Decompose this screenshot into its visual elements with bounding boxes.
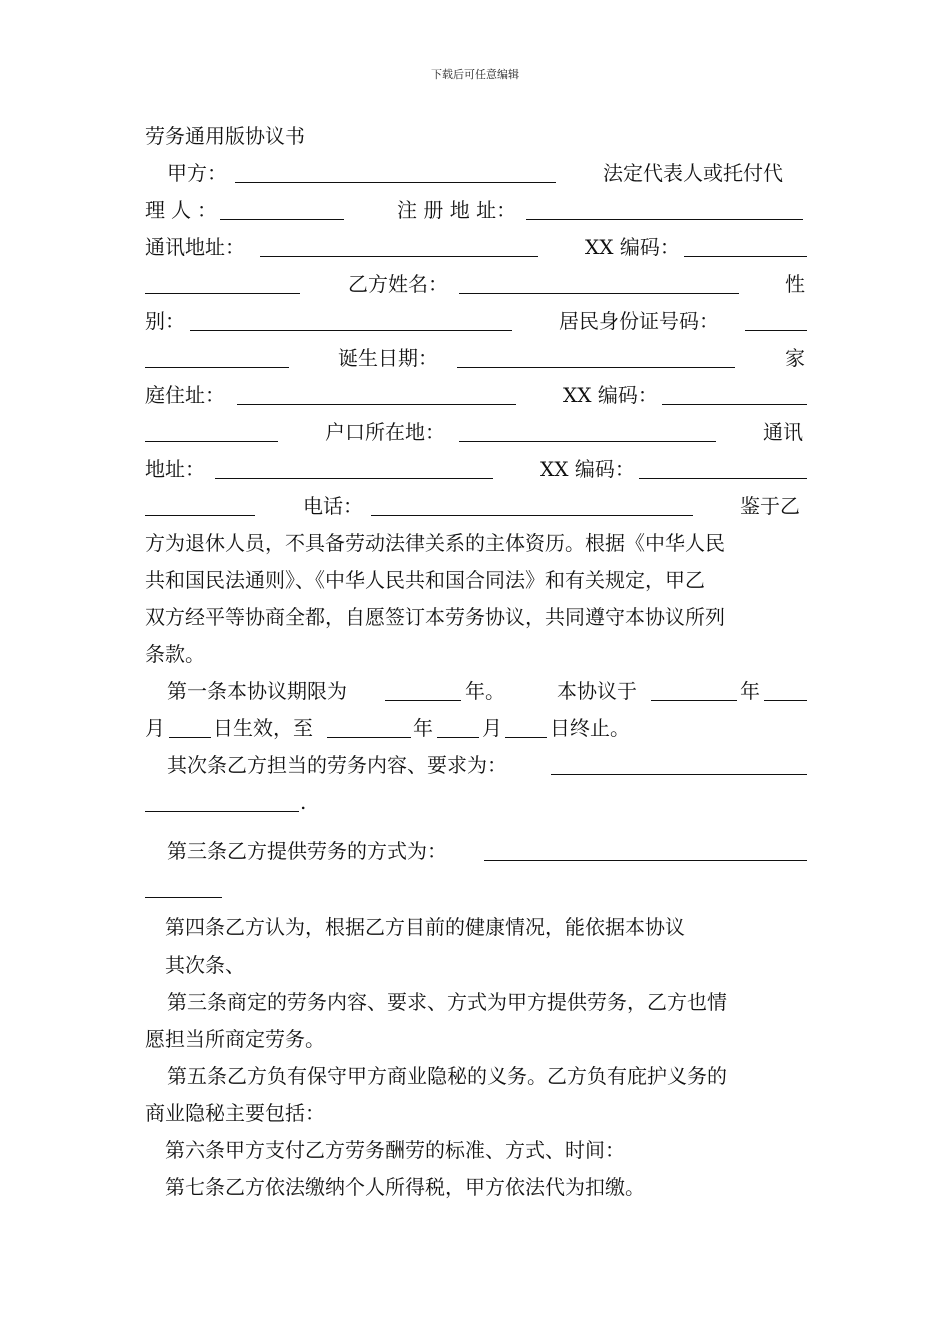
start-year-unit: 年 [740, 679, 760, 703]
title-text: 劳务通用版协议书 [145, 124, 305, 148]
postcode-label-2: XX 编码： [563, 383, 658, 407]
preamble-text: 双方经平等协商全都，自愿签订本劳务协议，共同遵守本协议所列 [145, 605, 725, 629]
article-2-period: . [300, 790, 307, 814]
form-line-9 [145, 451, 807, 488]
hukou-blank [459, 441, 716, 442]
form-line-7 [145, 377, 807, 414]
birth-date-blank [457, 367, 735, 368]
preamble-text: 共和国民法通则》、《中华人民共和国合同法》和有关规定，甲乙 [145, 568, 705, 592]
article-1-years-blank [385, 700, 461, 701]
mail-address-label-2: 通讯 [763, 420, 803, 444]
article-3-blank-cont [145, 897, 222, 898]
article-5-text: 第五条乙方负有保守甲方商业隐秘的义务。乙方负有庇护义务的 [167, 1064, 727, 1088]
form-line-4 [145, 266, 807, 303]
form-line-5 [145, 303, 807, 340]
article-2-blank-cont [145, 811, 299, 812]
start-day-blank [169, 737, 211, 738]
article-2-text: 其次条乙方担当的劳务内容、要求为： [167, 753, 507, 777]
id-number-label: 居民身份证号码： [559, 309, 719, 333]
article-4-line-2 [145, 946, 807, 984]
article-5-line-2 [145, 1095, 807, 1132]
mail-address-blank-2 [215, 478, 493, 479]
postcode-blank-3-cont [145, 515, 255, 516]
preamble-line-2 [145, 562, 807, 599]
postcode-blank [684, 256, 807, 257]
party-a-blank [235, 182, 556, 183]
article-6-text: 第六条甲方支付乙方劳务酬劳的标准、方式、时间： [165, 1138, 625, 1162]
party-b-name-blank [459, 293, 739, 294]
document-title [145, 118, 807, 155]
form-line-6 [145, 340, 807, 377]
article-3-blank [484, 860, 807, 861]
legal-rep-label-cont: 理人： [145, 198, 223, 222]
article-1-effective-label: 本协议于 [557, 679, 637, 703]
article-1-effective-text: 日生效，至 [213, 716, 313, 740]
end-month-blank [437, 737, 479, 738]
preamble-line-3 [145, 599, 807, 636]
form-line-1 [145, 155, 807, 192]
postcode-blank-cont [145, 293, 300, 294]
article-5-text: 商业隐秘主要包括： [145, 1101, 325, 1125]
birth-date-label: 诞生日期： [338, 346, 438, 370]
preamble-line-4 [145, 636, 807, 673]
article-4-line-1 [145, 909, 807, 946]
end-year-unit: 年 [413, 716, 433, 740]
form-line-10 [145, 488, 807, 525]
article-3-line-2 [145, 870, 807, 907]
preamble-text: 方为退休人员，不具备劳动法律关系的主体资历。根据《中华人民 [145, 531, 725, 555]
article-7-line [145, 1169, 807, 1206]
article-2-blank [551, 774, 807, 775]
article-1-year-unit: 年。 [465, 679, 505, 703]
id-number-blank [745, 330, 807, 331]
legal-rep-blank [220, 219, 344, 220]
start-year-blank [651, 700, 737, 701]
reg-address-blank [526, 219, 803, 220]
article-6-line [145, 1132, 807, 1169]
start-month-unit: 月 [145, 716, 165, 740]
phone-label: 电话： [303, 494, 363, 518]
article-1-end-text: 日终止。 [550, 716, 630, 740]
article-2-line-2 [145, 784, 807, 821]
gender-blank [190, 330, 512, 331]
page-header-note: 下载后可任意编辑 [431, 68, 519, 81]
given-that-label: 鉴于乙 [740, 494, 800, 518]
agreement-document [145, 118, 807, 1206]
article-1-line-2 [145, 710, 807, 747]
article-4-cont-text: 愿担当所商定劳务。 [145, 1027, 325, 1051]
mail-address-label-2-cont: 地址： [145, 457, 205, 481]
article-2-line-1 [145, 747, 807, 784]
start-month-blank [764, 700, 807, 701]
end-month-unit: 月 [482, 716, 502, 740]
party-a-label: 甲方： [167, 161, 227, 185]
form-line-3 [145, 229, 807, 266]
id-number-blank-cont [145, 367, 289, 368]
article-4-line-4 [145, 1021, 807, 1058]
home-address-blank [237, 404, 516, 405]
home-address-label-cont: 庭住址： [145, 383, 225, 407]
reg-address-label: 注 册 地 址： [397, 198, 517, 222]
postcode-blank-2-cont [145, 441, 278, 442]
mail-address-blank [260, 256, 538, 257]
article-4-ref-text: 其次条、 [165, 953, 245, 977]
article-1-line-1 [145, 673, 807, 710]
end-year-blank [327, 737, 411, 738]
article-1-text: 第一条本协议期限为 [167, 679, 347, 703]
postcode-blank-3 [639, 478, 807, 479]
preamble-text: 条款。 [145, 642, 205, 666]
article-5-line-1 [145, 1058, 807, 1095]
phone-blank [371, 515, 693, 516]
preamble-line-1 [145, 525, 807, 562]
article-4-cont-text: 第三条商定的劳务内容、要求、方式为甲方提供劳务，乙方也情 [167, 990, 727, 1014]
hukou-label: 户口所在地： [325, 420, 445, 444]
home-address-label: 家 [785, 346, 805, 370]
form-line-8 [145, 414, 807, 451]
party-b-name-label: 乙方姓名： [348, 272, 448, 296]
gender-label-cont: 别： [145, 309, 185, 333]
mail-address-label: 通讯地址： [145, 235, 245, 259]
postcode-label: XX 编码： [585, 235, 680, 259]
postcode-blank-2 [662, 404, 807, 405]
article-3-line-1 [145, 833, 807, 870]
form-line-2 [145, 192, 807, 229]
postcode-label-3: XX 编码： [540, 457, 635, 481]
article-4-text: 第四条乙方认为，根据乙方目前的健康情况，能依据本协议 [165, 915, 685, 939]
legal-rep-label: 法定代表人或托付代 [603, 161, 783, 185]
article-4-line-3 [145, 984, 807, 1021]
end-day-blank [505, 737, 547, 738]
article-7-text: 第七条乙方依法缴纳个人所得税，甲方依法代为扣缴。 [165, 1175, 645, 1199]
article-3-text: 第三条乙方提供劳务的方式为： [167, 839, 447, 863]
gender-label: 性 [785, 272, 805, 296]
